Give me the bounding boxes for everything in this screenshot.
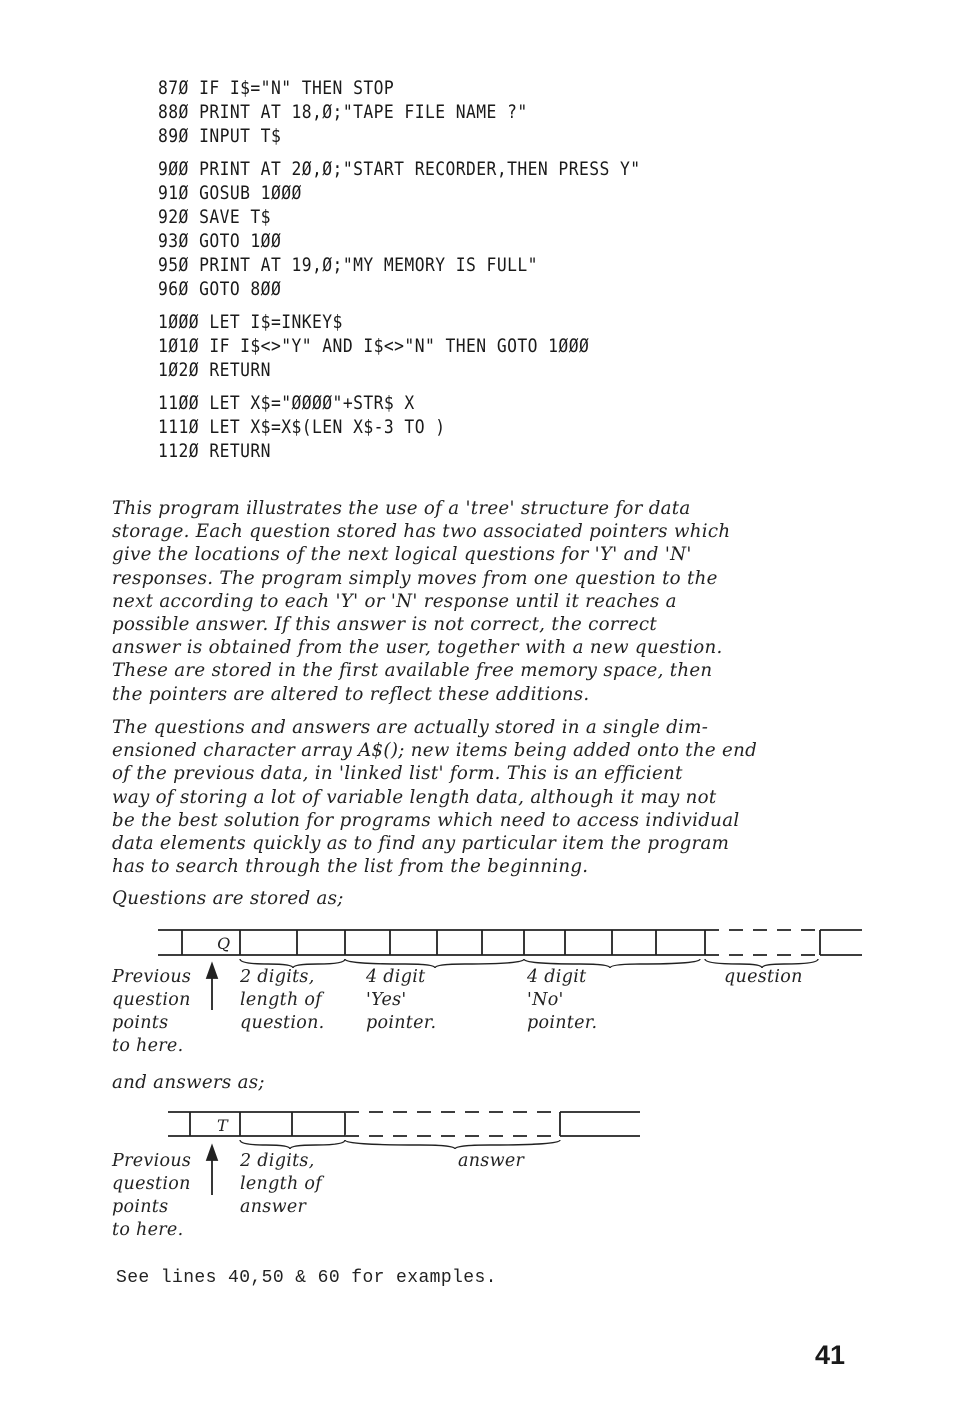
answer-previous-label: Previous question points to here.: [112, 1151, 192, 1240]
paragraph-line: storage. Each question stored has two associated pointers which: [112, 521, 731, 543]
paragraph-line: These are stored in the first available free memory space, then: [112, 660, 713, 682]
paragraph-line: way of storing a lot of variable length data, although it may not: [112, 786, 717, 808]
paragraph-line: The questions and answers are actually stored in a single dim-: [112, 717, 709, 738]
paragraph-line: has to search through the list from the beginning.: [112, 856, 589, 878]
question-previous-label: Previous question points to here.: [112, 967, 192, 1056]
code-line: 88Ø PRINT AT 18,Ø;"TAPE FILE NAME ?": [158, 101, 528, 123]
code-line: 91Ø GOSUB 1ØØØ: [158, 182, 302, 204]
paragraph-line: be the best solution for programs which need to access individual: [112, 809, 740, 831]
answer-record-diagram: [168, 1112, 640, 1195]
code-line: 111Ø LET X$=X$(LEN X$-3 TO ): [158, 416, 446, 438]
code-line: 92Ø SAVE T$: [158, 206, 271, 228]
paragraph-line: the pointers are altered to reflect these additions.: [112, 683, 590, 705]
paragraph-line: answer is obtained from the user, together with a new question.: [112, 637, 723, 659]
paragraph-line: next according to each 'Y' or 'N' response until it reaches a: [112, 590, 677, 612]
paragraph-line: give the locations of the next logical questions for 'Y' and 'N': [112, 544, 692, 566]
paragraph-line: of the previous data, in 'linked list' form. This is an efficient: [112, 763, 683, 785]
question-text-label: question: [724, 967, 803, 987]
code-line: 9ØØ PRINT AT 2Ø,Ø;"START RECORDER,THEN PRESS Y": [158, 158, 641, 180]
answer-text-label: answer: [458, 1151, 525, 1171]
question-yes-pointer-label: 4 digit 'Yes' pointer.: [366, 967, 437, 1033]
question-digits-label: 2 digits, length of question.: [240, 967, 325, 1033]
code-line: 1Ø1Ø IF I$<>"Y" AND I$<>"N" THEN GOTO 1ØØØ: [158, 335, 590, 357]
answer-digits-label: 2 digits, length of answer: [240, 1151, 323, 1217]
code-line: 112Ø RETURN: [158, 440, 271, 462]
paragraph-line: This program illustrates the use of a 'tree' structure for data: [112, 498, 691, 519]
question-no-pointer-label: 4 digit 'No' pointer.: [527, 967, 598, 1033]
code-line: 1Ø2Ø RETURN: [158, 359, 271, 381]
questions-lead-text: Questions are stored as;: [112, 888, 344, 909]
code-line: 11ØØ LET X$="ØØØØ"+STR$ X: [158, 392, 415, 414]
paragraph-line: ensioned character array A$(); new items being added onto the end: [112, 740, 758, 762]
code-line: 96Ø GOTO 8ØØ: [158, 278, 282, 300]
footer-note: See lines 40,50 & 60 for examples.: [116, 1268, 497, 1288]
question-cell-label: Q: [217, 934, 231, 953]
paragraph-line: data elements quickly as to find any particular item the program: [112, 833, 730, 855]
answers-lead-text: and answers as;: [112, 1072, 265, 1093]
paragraph-line: possible answer. If this answer is not correct, the correct: [112, 614, 657, 636]
code-line: 87Ø IF I$="N" THEN STOP: [158, 77, 395, 99]
page-number: 41: [815, 1340, 846, 1370]
code-line: 1ØØØ LET I$=INKEY$: [158, 311, 343, 333]
code-line: 89Ø INPUT T$: [158, 125, 282, 147]
answer-cell-label: T: [217, 1116, 228, 1135]
code-line: 95Ø PRINT AT 19,Ø;"MY MEMORY IS FULL": [158, 254, 538, 276]
paragraph-line: responses. The program simply moves from one question to the: [112, 567, 718, 589]
code-line: 93Ø GOTO 1ØØ: [158, 230, 282, 252]
